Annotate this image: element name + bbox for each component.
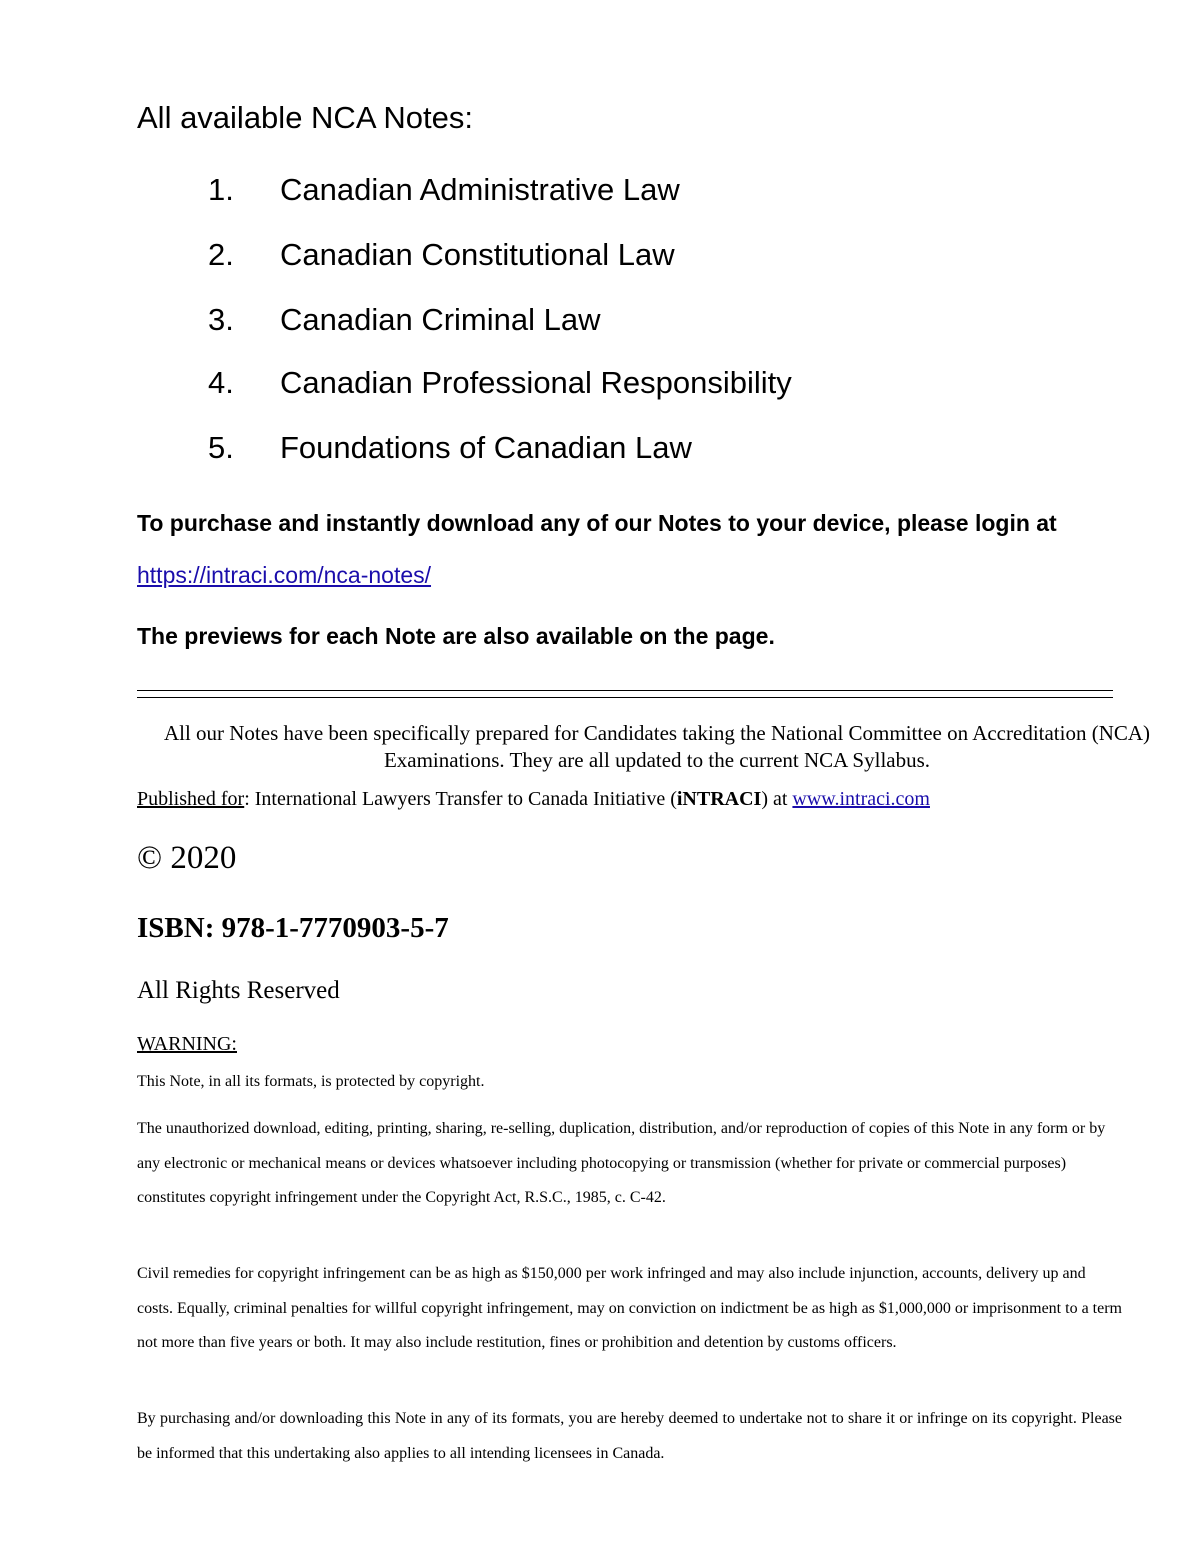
notes-heading: All available NCA Notes: [137, 100, 473, 135]
org-abbreviation: iNTRACI [676, 788, 762, 810]
list-item [0, 365, 1000, 415]
list-item [0, 302, 1000, 352]
list-item-number: 2. [208, 237, 234, 272]
warning-paragraph-undertaking: By purchasing and/or downloading this Note in any of its formats, you are hereby deemed to undertake not to share it or infringe on its copyright. Please be informed that this undertaking also applies to all intending licensees in Canada. [137, 1410, 1122, 1462]
purchase-instructions: To purchase and instantly download any of our Notes to your device, please login at [137, 510, 1057, 536]
list-item-title: Canadian Administrative Law [280, 172, 680, 207]
list-item-number: 1. [208, 172, 234, 207]
list-item-title: Canadian Constitutional Law [280, 237, 675, 272]
list-item-number: 3. [208, 302, 234, 337]
list-item-title: Canadian Professional Responsibility [280, 365, 792, 400]
nca-notes-link[interactable]: https://intraci.com/nca-notes/ [137, 562, 432, 588]
warning-label: WARNING: [137, 1033, 237, 1055]
published-for-line [137, 788, 930, 811]
published-label: Published for [137, 788, 245, 810]
list-item [0, 430, 1000, 480]
list-item-title: Foundations of Canadian Law [280, 430, 692, 465]
list-item [0, 237, 1000, 287]
published-post: ) at [761, 788, 793, 810]
isbn: ISBN: 978-1-7770903-5-7 [137, 912, 449, 944]
warning-paragraph-copyright: This Note, in all its formats, is protected by copyright. [137, 1073, 485, 1090]
intro-paragraph: All our Notes have been specifically prepared for Candidates taking the National Committee on Accreditation (NCA) Examinations. They are all updated to the current NCA Syllabus. [163, 721, 1151, 772]
list-item-number: 5. [208, 430, 234, 465]
published-pre: : International Lawyers Transfer to Canada Initiative ( [244, 788, 677, 810]
list-item-title: Canadian Criminal Law [280, 302, 601, 337]
previews-note: The previews for each Note are also available on the page. [137, 623, 775, 649]
website-link[interactable]: www.intraci.com [792, 788, 930, 810]
rights-reserved: All Rights Reserved [137, 977, 340, 1004]
list-item-number: 4. [208, 365, 234, 400]
copyright-notice: © 2020 [137, 840, 237, 876]
double-divider [137, 690, 1113, 698]
list-item [0, 172, 1000, 222]
warning-paragraph-unauthorized: The unauthorized download, editing, printing, sharing, re-selling, duplication, distribution, and/or reproduction of copies of this Note in any form or by any electronic or mechanical means or devices whatsoever including photocopying or transmission (whether for private or commercial purposes) constitutes copyright infringement under the Copyright Act, R.S.C., 1985, c. C-42. [137, 1120, 1106, 1206]
warning-paragraph-remedies: Civil remedies for copyright infringement can be as high as $150,000 per work infringed and may also include injunction, accounts, delivery up and costs. Equally, criminal penalties for willful copyright infringement, may on conviction on indictment be as high as $1,000,000 or imprisonment to a term not more than five years or both. It may also include restitution, fines or prohibition and detention by customs officers. [137, 1265, 1122, 1351]
